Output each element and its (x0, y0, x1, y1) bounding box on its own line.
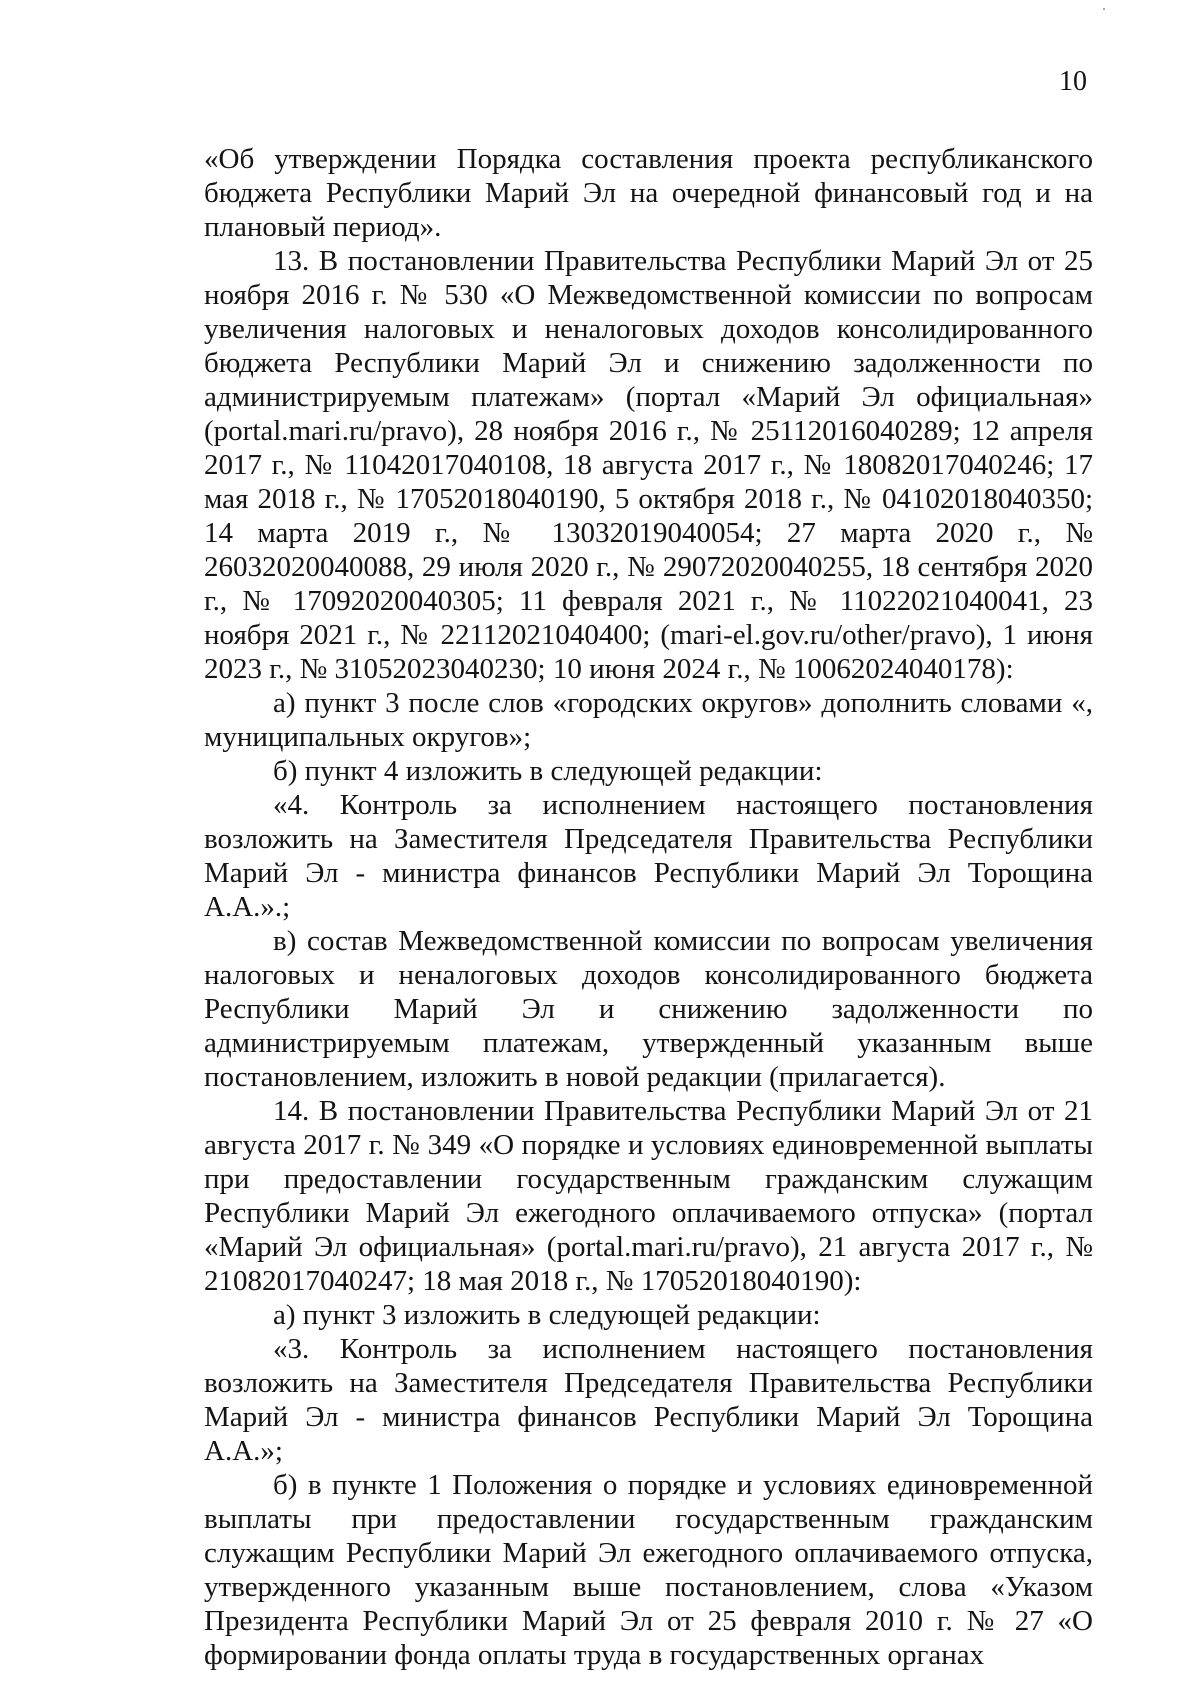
page-number: 10 (1059, 66, 1087, 97)
document-body (204, 142, 1093, 1672)
paragraph-item-13b-text: «4. Контроль за исполнением настоящего постановления возложить на Заместителя Председателя Правительства Республики Марий Эл - министра финансов Республики Марий Эл Торощина А.А.».; (204, 789, 1093, 923)
paragraph-item-14: 14. В постановлении Правительства Республики Марий Эл от 21 августа 2017 г. № 349 «О порядке и условиях единовременной выплаты при предоставлении государственным гражданским служащим Республики Марий Эл ежегодного оплачиваемого отпуска» (портал «Марий Эл официальная» (portal.mari.ru/pravo), 21 августа 2017 г., № 21082017040247; 18 мая 2018 г., № 17052018040190): (204, 1095, 1093, 1297)
paragraph-item-14b: б) в пункте 1 Положения о порядке и условиях единовременной выплаты при предоставлении государственным гражданским служащим Республики Марий Эл ежегодного оплачиваемого отпуска, утвержденного указанным выше постановлением, слова «Указом Президента Республики Марий Эл от 25 февраля 2010 г. № 27 «О формировании фонда оплаты труда в государственных органах (204, 1469, 1093, 1671)
paragraph-item-13b: б) пункт 4 изложить в следующей редакции: (273, 755, 823, 787)
scan-speck (1103, 8, 1105, 10)
paragraph-item-13v: в) состав Межведомственной комиссии по вопросам увеличения налоговых и неналоговых доходов консолидированного бюджета Республики Марий Эл и снижению задолженности по администрируемым платежам, утвержденный указанным выше постановлением, изложить в новой редакции (прилагается). (204, 925, 1093, 1093)
paragraph-item-14a: а) пункт 3 изложить в следующей редакции: (273, 1299, 821, 1331)
paragraph-continuation: «Об утверждении Порядка составления проекта республиканского бюджета Республики Марий Эл на очередной финансовый год и на плановый период». (204, 143, 1093, 243)
paragraph-item-13a: а) пункт 3 после слов «городских округов» дополнить словами «, муниципальных округов»; (204, 687, 1093, 753)
paragraph-item-13: 13. В постановлении Правительства Республики Марий Эл от 25 ноября 2016 г. № 530 «О Межведомственной комиссии по вопросам увеличения налоговых и неналоговых доходов консолидированного бюджета Республики Марий Эл и снижению задолженности по администрируемым платежам» (портал «Марий Эл официальная» (portal.mari.ru/pravo), 28 ноября 2016 г., № 25112016040289; 12 апреля 2017 г., № 11042017040108, 18 августа 2017 г., № 18082017040246; 17 мая 2018 г., № 17052018040190, 5 октября 2018 г., № 04102018040350; 14 марта 2019 г., № 13032019040054; 27 марта 2020 г., № 26032020040088, 29 июля 2020 г., № 29072020040255, 18 сентября 2020 г., № 17092020040305; 11 февраля 2021 г., № 11022021040041, 23 ноября 2021 г., № 22112021040400; (mari-el.gov.ru/other/pravo), 1 июня 2023 г., № 31052023040230; 10 июня 2024 г., № 10062024040178): (204, 245, 1093, 685)
paragraph-item-14a-text: «3. Контроль за исполнением настоящего постановления возложить на Заместителя Председателя Правительства Республики Марий Эл - министра финансов Республики Марий Эл Торощина А.А.»; (204, 1333, 1093, 1467)
